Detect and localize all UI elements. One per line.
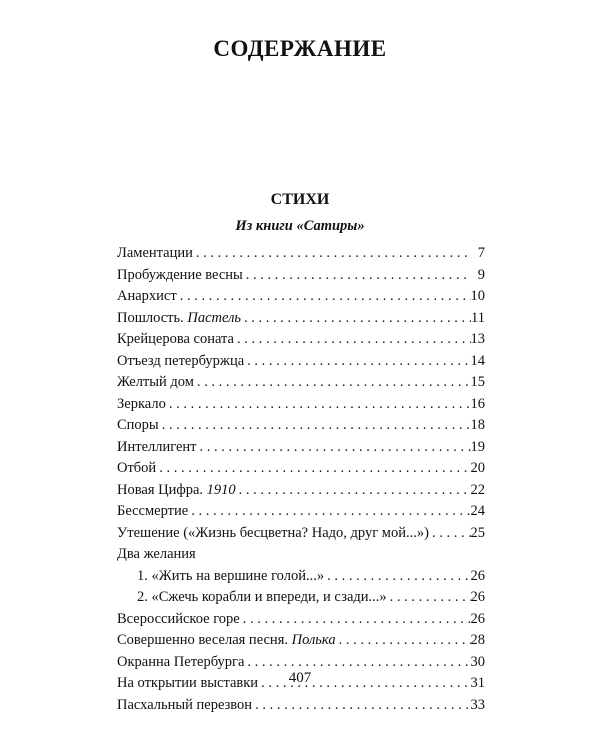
toc-entry-page: 24 [470, 503, 485, 519]
toc-entry-title-italic: Пастель [187, 309, 241, 326]
toc-subentry [117, 566, 485, 588]
toc-entry-title-text: Новая Цифра. [117, 481, 207, 498]
toc-entry-title: Анархист [117, 288, 177, 304]
toc-entry-page: 25 [470, 524, 485, 541]
dot-leader [236, 480, 471, 502]
toc-entry-title: 1. «Жить на вершине голой...» [137, 567, 325, 584]
toc-entry-title-text: Совершенно веселая песня. [117, 632, 292, 648]
dot-leader [193, 243, 471, 265]
dot-leader [324, 566, 470, 588]
toc-entry [117, 458, 485, 480]
toc-entry-page: 28 [470, 632, 485, 648]
toc-entry-page: 11 [471, 309, 485, 326]
dot-leader [194, 372, 471, 394]
page-number: 407 [288, 670, 312, 686]
dot-leader [197, 437, 471, 459]
toc-entry-title: Крейцерова соната [117, 331, 234, 347]
toc-entry-title: Зеркало [117, 395, 166, 412]
toc-entry-page: 13 [470, 331, 485, 347]
toc-entry-page: 26 [470, 610, 485, 627]
dot-leader [240, 609, 471, 631]
toc-entry-title: Два желания [117, 546, 196, 562]
toc-entry-title: 2. «Сжечь корабли и впереди, и сзади...» [137, 589, 387, 605]
toc-group-heading [117, 544, 485, 566]
dot-leader [241, 308, 471, 330]
dot-leader [188, 501, 470, 523]
toc-entry [117, 351, 485, 373]
dot-leader [177, 286, 471, 308]
toc-entry-title: Всероссийское горе [117, 610, 240, 627]
toc-entry-page: 30 [470, 653, 485, 670]
toc-entry-title: Ламентации [117, 245, 193, 261]
toc-entry [117, 394, 485, 416]
toc-entry-page: 26 [470, 567, 485, 584]
toc-entry-page: 7 [477, 245, 485, 261]
toc-entry-title: На открытии выставки [117, 675, 259, 691]
dot-leader [429, 523, 471, 545]
page-title: СОДЕРЖАНИЕ [213, 36, 387, 61]
section-heading: СТИХИ [270, 191, 330, 208]
toc-entry-title-text: Пошлость. [117, 309, 188, 326]
toc-entry-title-italic: Полька [291, 632, 336, 648]
toc-entry-page: 9 [477, 266, 485, 283]
table-of-contents [117, 243, 485, 716]
toc-entry-page: 14 [470, 352, 485, 369]
dot-leader [252, 695, 470, 717]
toc-entry [117, 480, 485, 502]
toc-entry [117, 265, 485, 287]
dot-leader [387, 587, 471, 609]
toc-entry-page: 20 [470, 460, 485, 476]
toc-entry-title: Бессмертие [117, 503, 189, 519]
toc-subentry [117, 587, 485, 609]
toc-entry-title: Утешение («Жизнь бесцветна? Надо, друг мой...») [117, 524, 429, 541]
dot-leader [156, 458, 470, 480]
toc-entry-page: 10 [470, 288, 485, 304]
toc-entry [117, 437, 485, 459]
toc-entry [117, 630, 485, 652]
toc-entry [117, 695, 485, 717]
toc-entry-page: 33 [470, 696, 485, 713]
toc-entry-page: 18 [470, 417, 485, 433]
toc-entry-page: 15 [470, 374, 485, 390]
toc-entry-title-italic: 1910 [206, 481, 236, 498]
toc-entry-title: Пасхальный перезвон [117, 696, 253, 713]
toc-entry-title: Отъезд петербуржца [117, 352, 245, 369]
toc-entry-page: 26 [470, 589, 485, 605]
toc-entry-title: Пробуждение весны [117, 266, 243, 283]
dot-leader [234, 329, 471, 351]
toc-entry [117, 501, 485, 523]
toc-entry-title: Споры [117, 417, 159, 433]
toc-entry-title [117, 480, 236, 502]
toc-entry-page: 16 [470, 395, 485, 412]
toc-entry-page: 22 [470, 481, 485, 498]
toc-entry-title: Отбой [117, 460, 157, 476]
dot-leader [166, 394, 471, 416]
toc-entry [117, 308, 485, 330]
toc-entry-title [117, 308, 241, 330]
dot-leader [243, 265, 471, 287]
dot-leader [159, 415, 471, 437]
toc-entry [117, 286, 485, 308]
toc-entry-page: 19 [470, 438, 485, 455]
toc-entry [117, 415, 485, 437]
toc-entry-title: Желтый дом [117, 374, 194, 390]
toc-entry-page: 31 [470, 675, 485, 691]
toc-entry [117, 243, 485, 265]
subsection-heading: Из книги «Сатиры» [235, 218, 365, 234]
dot-leader [336, 630, 471, 652]
toc-entry [117, 523, 485, 545]
toc-entry [117, 372, 485, 394]
toc-entry [117, 329, 485, 351]
dot-leader [244, 351, 470, 373]
toc-entry-title: Окранна Петербурга [117, 653, 245, 670]
toc-entry-title [117, 630, 336, 652]
toc-entry-title: Интеллигент [117, 438, 197, 455]
toc-entry [117, 609, 485, 631]
